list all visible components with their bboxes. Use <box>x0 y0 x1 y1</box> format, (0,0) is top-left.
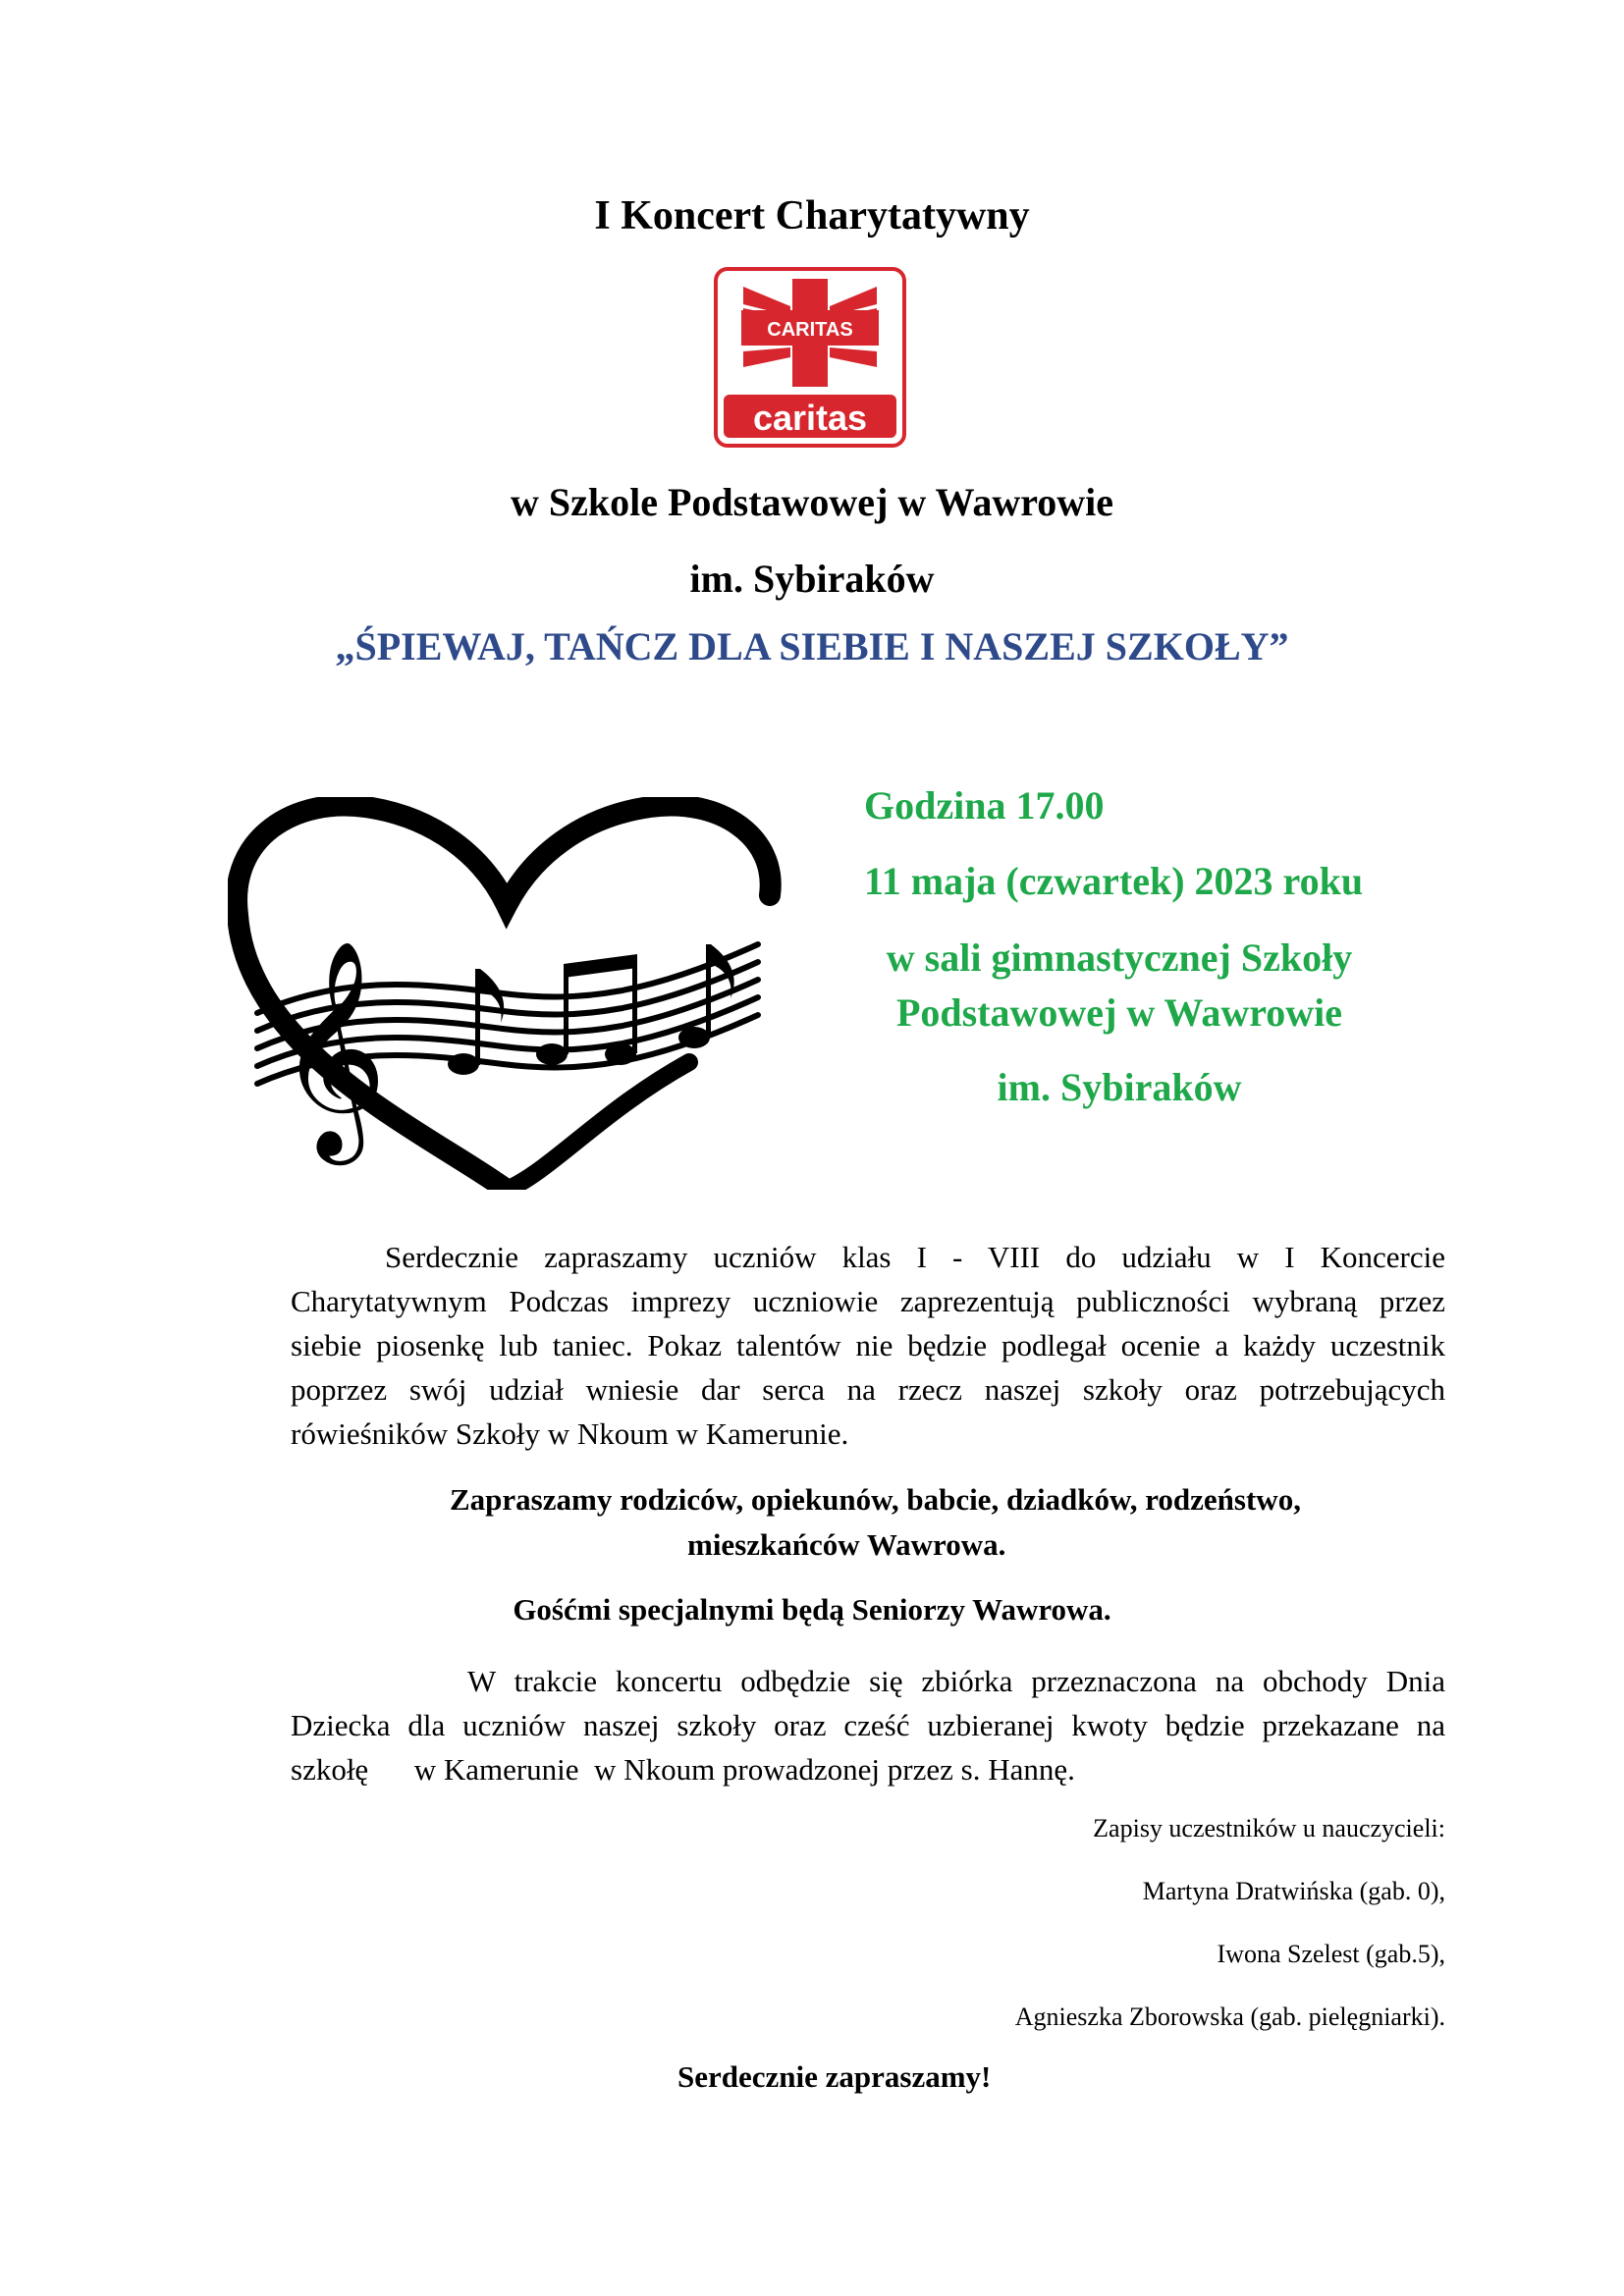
invitation-line-3: siebie piosenkę lub taniec. Pokaz talentów nie będzie podlegał ocenie a każdy uczestnik <box>291 1328 1445 1362</box>
invite-parents-line-1: Zapraszamy rodziców, opiekunów, babcie, dziadków, rodzeństwo, <box>450 1482 1301 1517</box>
collection-line-1: W trakcie koncertu odbędzie się zbiórka przeznaczona na obchody Dnia <box>467 1664 1445 1698</box>
special-guests: Gośćmi specjalnymi będą Seniorzy Wawrowa. <box>513 1592 1111 1627</box>
logo-text: caritas <box>752 398 868 438</box>
event-place-line1: w sali gimnastycznej Szkoły <box>886 935 1353 980</box>
collection-line-3: szkołę w Kamerunie w Nkoum prowadzonej przez s. Hannę. <box>291 1752 1075 1787</box>
invitation-line-4: poprzez swój udział wniesie dar serca na rzecz naszej szkoły oraz potrzebujących <box>291 1372 1445 1407</box>
slogan: „ŚPIEWAJ, TAŃCZ DLA SIEBIE I NASZEJ SZKOŁY” <box>335 624 1289 668</box>
teacher-3: Agnieszka Zborowska (gab. pielęgniarki). <box>1014 2002 1445 2031</box>
page-title: I Koncert Charytatywny <box>594 193 1030 239</box>
caritas-logo <box>714 267 906 448</box>
signup-heading: Zapisy uczestników u nauczycieli: <box>1093 1814 1445 1842</box>
closing: Serdecznie zapraszamy! <box>677 2059 992 2094</box>
school-patron: im. Sybiraków <box>689 557 935 601</box>
teacher-1: Martyna Dratwińska (gab. 0), <box>1142 1877 1445 1905</box>
music-heart-icon <box>228 797 785 1190</box>
collection-line-2: Dziecka dla uczniów naszej szkoły oraz cześć uzbieranej kwoty będzie przekazane na <box>291 1708 1445 1742</box>
invite-parents-line-2: mieszkańców Wawrowa. <box>687 1527 1006 1562</box>
svg-text:𝄞: 𝄞 <box>277 938 388 1155</box>
event-place-line3: im. Sybiraków <box>997 1065 1242 1109</box>
event-date: 11 maja (czwartek) 2023 roku <box>864 859 1364 903</box>
school-name: w Szkole Podstawowej w Wawrowie <box>510 480 1114 524</box>
invitation-line-2: Charytatywnym Podczas imprezy uczniowie zaprezentują publiczności wybraną przez <box>291 1284 1445 1318</box>
event-time: Godzina 17.00 <box>864 783 1105 828</box>
event-place-line2: Podstawowej w Wawrowie <box>895 990 1343 1035</box>
invitation-line-1: Serdecznie zapraszamy uczniów klas I - VIII do udziału w I Koncercie <box>385 1240 1445 1274</box>
invitation-line-5: rówieśników Szkoły w Nkoum w Kamerunie. <box>291 1416 849 1451</box>
logo-cross-text: CARITAS <box>767 319 853 341</box>
teacher-2: Iwona Szelest (gab.5), <box>1217 1940 1445 1968</box>
